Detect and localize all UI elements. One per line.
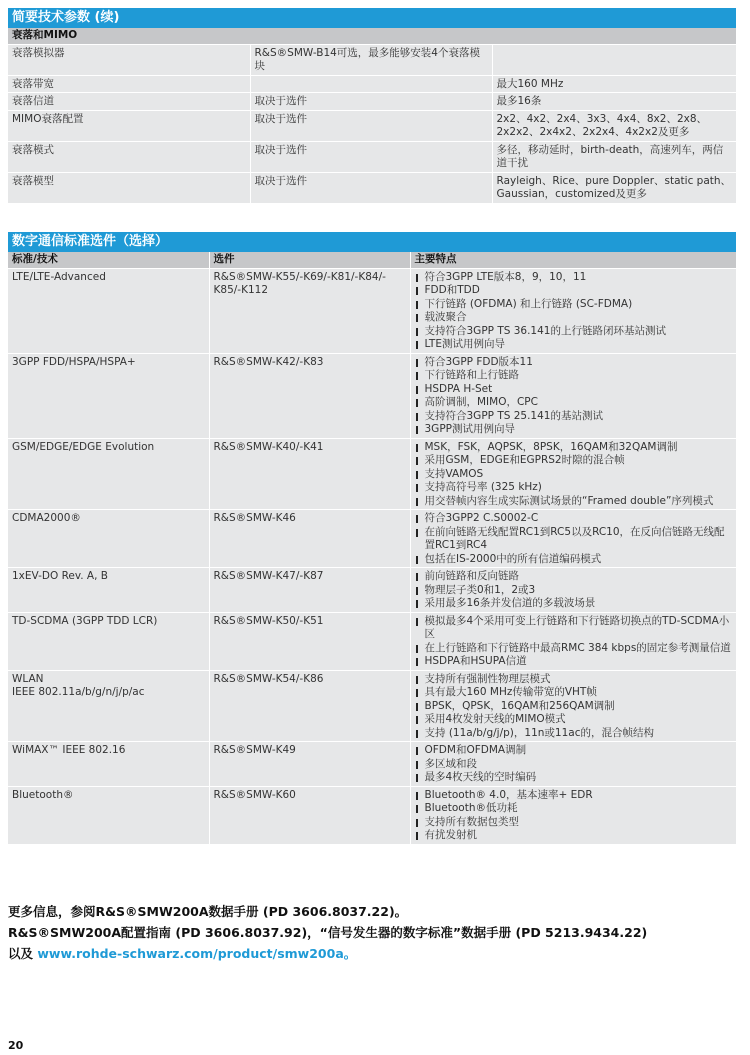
fading-condition: 取决于选件 [250, 93, 492, 111]
standard-option: R&S®SMW-K50/-K51 [209, 612, 410, 670]
standard-row [8, 568, 736, 613]
feature-item: 最多4枚天线的空时编码 [415, 771, 734, 785]
standard-name: GSM/EDGE/EDGE Evolution [8, 438, 209, 510]
fading-condition: 取决于选件 [250, 110, 492, 141]
feature-item: 模拟最多4个采用可变上行链路和下行链路切换点的TD-SCDMA小区 [415, 615, 734, 642]
feature-item: 在上行链路和下行链路中最高RMC 384 kbps的固定参考测量信道 [415, 642, 734, 656]
fading-value: 最多16条 [492, 93, 736, 111]
fading-subheader-row [8, 28, 736, 44]
feature-item: 支持高符号率 (325 kHz) [415, 481, 734, 495]
fading-param: MIMO衰落配置 [8, 110, 250, 141]
fading-condition [250, 75, 492, 93]
feature-item: 支持VAMOS [415, 468, 734, 482]
feature-item: Bluetooth®低功耗 [415, 802, 734, 816]
feature-item: 高阶调制，MIMO，CPC [415, 396, 734, 410]
fading-table [8, 28, 736, 204]
standards-section [8, 232, 736, 845]
feature-item: 多区域和段 [415, 758, 734, 772]
more-info-prefix: 以及 [8, 946, 38, 961]
standard-features [410, 786, 736, 844]
standard-name: CDMA2000® [8, 510, 209, 568]
feature-item: 3GPP测试用例向导 [415, 423, 734, 437]
fading-value: 2x2、4x2、2x4、3x3、4x4、8x2、2x8、2x2x2、2x4x2、2x2x4、4x2x2及更多 [492, 110, 736, 141]
standard-name: LTE/LTE-Advanced [8, 268, 209, 353]
standard-row [8, 742, 736, 787]
fading-section [8, 8, 736, 204]
feature-item: 具有最大160 MHz传输带宽的VHT帧 [415, 686, 734, 700]
more-info-line-3 [8, 945, 738, 962]
product-link[interactable]: www.rohde-schwarz.com/product/smw200a。 [37, 946, 357, 961]
standard-row [8, 510, 736, 568]
feature-item: 载波聚合 [415, 311, 734, 325]
feature-item: 支持所有强制性物理层模式 [415, 673, 734, 687]
col-header-standard: 标准/技术 [8, 252, 209, 268]
feature-item: 用交替帧内容生成实际测试场景的“Framed double”序列模式 [415, 495, 734, 509]
feature-item: 符合3GPP LTE版本8，9，10，11 [415, 271, 734, 285]
standards-table [8, 252, 736, 845]
feature-item: 前向链路和反向链路 [415, 570, 734, 584]
feature-item: 采用4枚发射天线的MIMO模式 [415, 713, 734, 727]
col-header-features: 主要特点 [410, 252, 736, 268]
more-info-block [8, 903, 738, 966]
feature-item: 下行链路和上行链路 [415, 369, 734, 383]
standard-features [410, 670, 736, 742]
fading-condition: R&S®SMW-B14可选，最多能够安装4个衰落模块 [250, 44, 492, 75]
page-number: 20 [8, 1039, 24, 1052]
standard-option: R&S®SMW-K46 [209, 510, 410, 568]
standard-features [410, 353, 736, 438]
feature-item: 符合3GPP FDD版本11 [415, 356, 734, 370]
feature-item: 采用GSM，EDGE和EGPRS2时隙的混合帧 [415, 454, 734, 468]
feature-item: BPSK，QPSK，16QAM和256QAM调制 [415, 700, 734, 714]
fading-header: 简要技术参数 (续) [8, 8, 736, 28]
standard-row [8, 353, 736, 438]
fading-row [8, 110, 736, 141]
feature-item: OFDM和OFDMA调制 [415, 744, 734, 758]
feature-item: 下行链路 (OFDMA) 和上行链路 (SC-FDMA) [415, 298, 734, 312]
standard-name: WLAN IEEE 802.11a/b/g/n/j/p/ac [8, 670, 209, 742]
feature-item: 符合3GPP2 C.S0002-C [415, 512, 734, 526]
fading-param: 衰落模式 [8, 141, 250, 172]
fading-param: 衰落模型 [8, 172, 250, 203]
fading-param: 衰落信道 [8, 93, 250, 111]
feature-item: Bluetooth® 4.0，基本速率+ EDR [415, 789, 734, 803]
feature-item: 支持符合3GPP TS 25.141的基站测试 [415, 410, 734, 424]
feature-item: 支持符合3GPP TS 36.141的上行链路闭环基站测试 [415, 325, 734, 339]
standard-option: R&S®SMW-K47/-K87 [209, 568, 410, 613]
fading-value [492, 44, 736, 75]
standard-name: 3GPP FDD/HSPA/HSPA+ [8, 353, 209, 438]
standards-header: 数字通信标准选件（选择） [8, 232, 736, 252]
feature-item: HSDPA和HSUPA信道 [415, 655, 734, 669]
feature-item: 在前向链路无线配置RC1到RC5以及RC10，在反向信链路无线配置RC1到RC4 [415, 526, 734, 553]
standard-features [410, 268, 736, 353]
standard-row [8, 612, 736, 670]
more-info-line-2: R&S®SMW200A配置指南 (PD 3606.8037.92)，“信号发生器的数字标准”数据手册 (PD 5213.9434.22) [8, 925, 648, 940]
fading-row [8, 44, 736, 75]
feature-item: 采用最多16条并发信道的多载波场景 [415, 597, 734, 611]
fading-value: 最大160 MHz [492, 75, 736, 93]
feature-item: HSDPA H-Set [415, 383, 734, 397]
more-info-line-1: 更多信息，参阅R&S®SMW200A数据手册 (PD 3606.8037.22)。 [8, 904, 408, 919]
fading-value: 多径，移动延时，birth-death，高速列车，两信道干扰 [492, 141, 736, 172]
feature-item: 物理层子类0和1，2或3 [415, 584, 734, 598]
fading-row [8, 172, 736, 203]
standard-features [410, 438, 736, 510]
standard-name: TD-SCDMA (3GPP TDD LCR) [8, 612, 209, 670]
fading-param: 衰落模拟器 [8, 44, 250, 75]
fading-row [8, 141, 736, 172]
standard-row [8, 268, 736, 353]
col-header-option: 选件 [209, 252, 410, 268]
standard-option: R&S®SMW-K49 [209, 742, 410, 787]
standard-option: R&S®SMW-K40/-K41 [209, 438, 410, 510]
feature-item: 包括在IS-2000中的所有信道编码模式 [415, 553, 734, 567]
standard-features [410, 612, 736, 670]
standard-option: R&S®SMW-K54/-K86 [209, 670, 410, 742]
standard-row [8, 438, 736, 510]
standard-features [410, 568, 736, 613]
standard-name: WiMAX™ IEEE 802.16 [8, 742, 209, 787]
standard-name: Bluetooth® [8, 786, 209, 844]
standards-column-header-row [8, 252, 736, 268]
feature-item: LTE测试用例向导 [415, 338, 734, 352]
fading-condition: 取决于选件 [250, 141, 492, 172]
fading-row [8, 75, 736, 93]
standard-name: 1xEV-DO Rev. A, B [8, 568, 209, 613]
feature-item: FDD和TDD [415, 284, 734, 298]
standard-features [410, 510, 736, 568]
feature-item: 有扰发射机 [415, 829, 734, 843]
fading-value: Rayleigh、Rice、pure Doppler、static path、Gaussian，customized及更多 [492, 172, 736, 203]
fading-row [8, 93, 736, 111]
feature-item: 支持所有数据包类型 [415, 816, 734, 830]
standard-option: R&S®SMW-K60 [209, 786, 410, 844]
standard-features [410, 742, 736, 787]
standard-row [8, 670, 736, 742]
fading-condition: 取决于选件 [250, 172, 492, 203]
standard-option: R&S®SMW-K55/-K69/-K81/-K84/-K85/-K112 [209, 268, 410, 353]
standard-row [8, 786, 736, 844]
feature-item: 支持 (11a/b/g/j/p)，11n或11ac的，混合帧结构 [415, 727, 734, 741]
fading-subheader: 衰落和MIMO [8, 28, 736, 44]
feature-item: MSK，FSK，AQPSK，8PSK，16QAM和32QAM调制 [415, 441, 734, 455]
fading-param: 衰落带宽 [8, 75, 250, 93]
standard-option: R&S®SMW-K42/-K83 [209, 353, 410, 438]
